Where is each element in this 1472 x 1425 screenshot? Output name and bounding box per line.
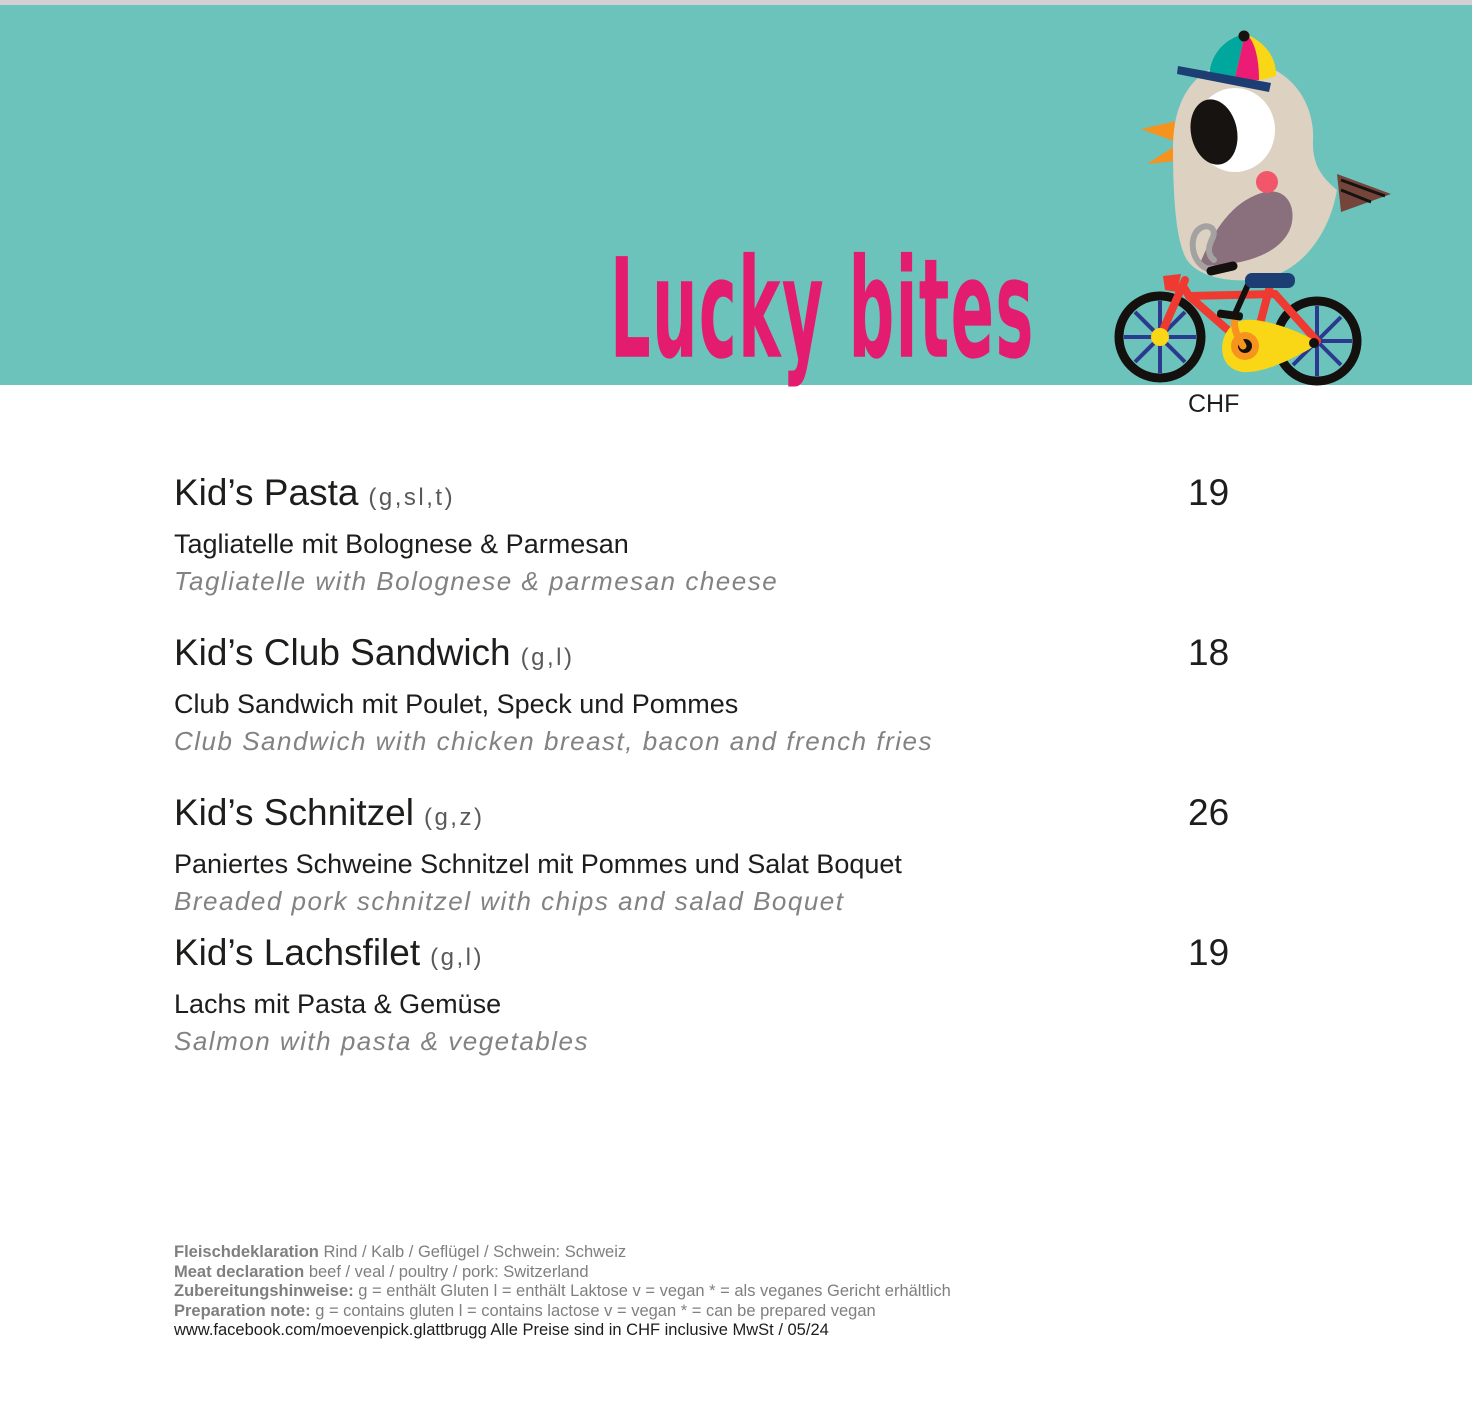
item-description-german: Paniertes Schweine Schnitzel mit Pommes und Salat Boquet <box>174 849 902 880</box>
item-title: Kid’s Schnitzel <box>174 792 414 833</box>
bird-cap-icon <box>1177 31 1276 93</box>
item-description-english: Salmon with pasta & vegetables <box>174 1026 589 1057</box>
bird-cheek-icon <box>1256 171 1278 193</box>
bird-tail-icon <box>1337 174 1391 212</box>
item-title: Kid’s Lachsfilet <box>174 932 421 973</box>
item-title: Kid’s Pasta <box>174 472 359 513</box>
footer-line-preparation-note-en: Preparation note: g = contains gluten l = contains lactose v = vegan * = can be prepared vegan <box>174 1301 876 1320</box>
item-price: 19 <box>1188 472 1230 513</box>
item-description-german: Tagliatelle mit Bolognese & Parmesan <box>174 529 629 560</box>
item-description-german: Club Sandwich mit Poulet, Speck und Pommes <box>174 689 739 720</box>
page-title: Lucky bites <box>610 228 1035 390</box>
item-allergens: (g,sl,t) <box>368 484 456 511</box>
menu-item <box>174 630 1174 759</box>
item-allergens: (g,l) <box>520 644 575 671</box>
item-price: 19 <box>1188 932 1230 973</box>
item-description-english: Club Sandwich with chicken breast, bacon and french fries <box>174 726 933 757</box>
bird-on-bicycle-illustration <box>1093 30 1403 392</box>
item-price: 18 <box>1188 632 1230 673</box>
menu-item <box>174 470 1174 599</box>
footer-line-meat-declaration-en: Meat declaration beef / veal / poultry / pork: Switzerland <box>174 1262 589 1281</box>
item-description-english: Breaded pork schnitzel with chips and salad Boquet <box>174 886 845 917</box>
item-description-german: Lachs mit Pasta & Gemüse <box>174 989 502 1020</box>
item-price: 26 <box>1188 792 1230 833</box>
menu-item <box>174 790 1174 919</box>
item-title: Kid’s Club Sandwich <box>174 632 511 673</box>
item-allergens: (g,l) <box>430 944 484 971</box>
menu-item <box>174 930 1174 1059</box>
currency-header: CHF <box>1188 390 1240 418</box>
item-description-english: Tagliatelle with Bolognese & parmesan cheese <box>174 566 779 597</box>
header-band <box>0 5 1472 390</box>
footer <box>174 1243 1324 1341</box>
item-allergens: (g,z) <box>423 804 485 831</box>
footer-line-preparation-note-de: Zubereitungshinweise: g = enthält Gluten l = enthält Laktose v = vegan * = als veganes Gericht erhältlich <box>174 1282 951 1300</box>
footer-contact-line: www.facebook.com/moevenpick.glattbrugg Alle Preise sind in CHF inclusive MwSt / 05/24 <box>174 1321 829 1339</box>
footer-line-meat-declaration-de: Fleischdeklaration Rind / Kalb / Geflügel / Schwein: Schweiz <box>174 1243 627 1261</box>
